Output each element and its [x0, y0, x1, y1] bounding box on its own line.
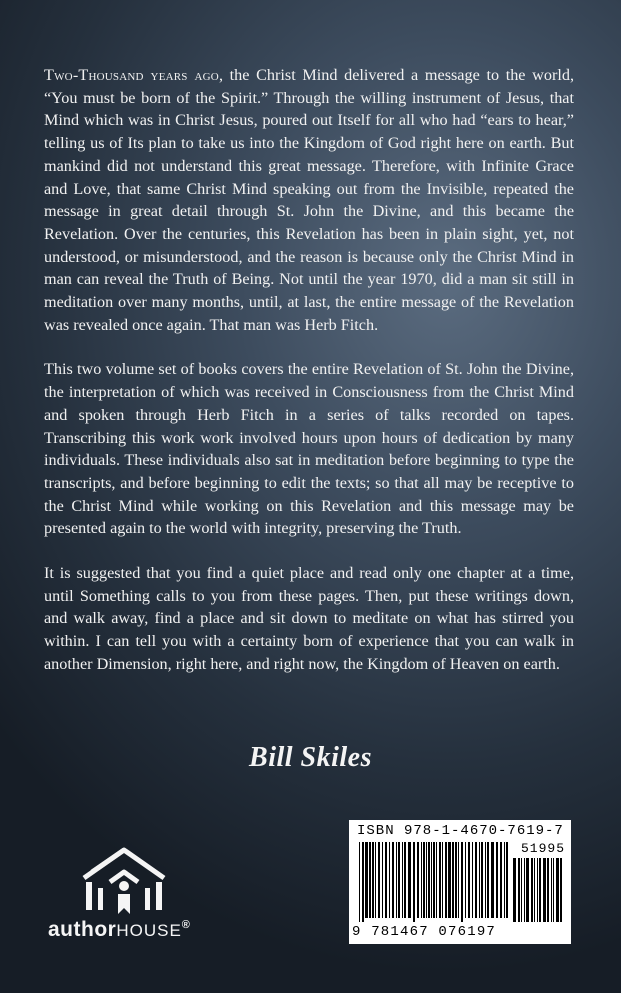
isbn-text: ISBN 978-1-4670-7619-7: [357, 823, 564, 839]
barcode-bar: [534, 858, 535, 922]
barcode-bar: [461, 842, 463, 922]
barcode-bar: [500, 842, 502, 918]
barcode-bar: [553, 858, 554, 922]
barcode-bar: [458, 842, 459, 918]
barcode-bar: [442, 842, 443, 918]
ean-digits: 9 781467 076197: [352, 924, 497, 940]
barcode-bar: [496, 842, 498, 918]
ean-barcode-bars: [359, 842, 509, 922]
barcode-bar: [475, 842, 477, 918]
barcode-bar: [421, 842, 422, 918]
barcode-bar: [392, 842, 394, 918]
barcode-bar: [428, 842, 430, 918]
barcode-bar: [551, 858, 552, 922]
barcode-bar: [485, 842, 486, 918]
barcode-bar: [417, 842, 419, 918]
barcode-bar: [389, 842, 390, 918]
barcode-bar: [472, 842, 473, 918]
barcode-bar: [402, 842, 403, 918]
cover-blurb: [44, 64, 574, 698]
barcode-bar: [375, 842, 376, 918]
barcode-bar: [524, 858, 525, 922]
price-addon-bars: [513, 858, 565, 922]
blurb-paragraph-3: It is suggested that you find a quiet place and read only one chapter at a time, until Something calls to you from these pages. Then, put these writings down, and walk away, find a place and sit down to meditate on what has stirred you within. I can tell you with a certainty born of experience that you can walk in another Dimension, right here, and right now, the Kingdom of Heaven on earth.: [44, 564, 574, 673]
barcode-bar: [491, 842, 494, 918]
barcode-bar: [372, 842, 374, 918]
barcode-bar: [518, 858, 520, 922]
blurb-paragraph-2: This two volume set of books covers the entire Revelation of St. John the Divine, the interpretation of which was received in Consciousness from the Christ Mind and spoken through Herb Fitch in a series of talks recorded on tapes. Transcribing this work work involved hours upon hours of dedication by many individuals. These individuals also sat in meditation before beginning to type the transcripts, and before beginning to edit the texts; so that all may be receptive to the Christ Mind while working on this Revelation and this message may be presented again to the world with integrity, preserving the Truth.: [44, 360, 574, 538]
barcode-bar: [481, 842, 483, 918]
barcode-bar: [504, 842, 505, 918]
barcode-bar: [378, 842, 380, 918]
barcode-bar: [455, 842, 457, 918]
barcode-bar: [369, 842, 371, 918]
author-signature: Bill Skiles: [249, 742, 372, 773]
barcode-bar: [526, 858, 529, 922]
barcode-bar: [413, 842, 415, 922]
registered-mark: ®: [181, 919, 191, 931]
barcode-bar: [439, 842, 441, 918]
barcode-bar: [433, 842, 435, 918]
blurb-paragraph-1: [44, 64, 574, 336]
price-code: 51995: [520, 841, 565, 856]
barcode-bar: [448, 842, 451, 918]
barcode-bar: [539, 858, 541, 922]
publisher-name-suffix: HOUSE: [116, 921, 182, 940]
barcode-bar: [465, 842, 466, 918]
publisher-name: [48, 918, 228, 942]
barcode-bar: [382, 842, 383, 918]
barcode-bar: [359, 842, 360, 922]
barcode-bar: [468, 842, 470, 918]
publisher-logo: [48, 842, 228, 952]
publisher-name-prefix: author: [48, 918, 117, 941]
barcode-bar: [396, 842, 397, 918]
barcode-bar: [521, 858, 522, 922]
barcode-bar: [452, 842, 454, 918]
barcode-bar: [445, 842, 447, 918]
barcode-bar: [543, 858, 546, 922]
blurb-lead-in: Two-Thousand years ago: [44, 66, 219, 84]
barcode-bar: [408, 842, 411, 918]
barcode-bar: [531, 858, 533, 922]
barcode-bar: [436, 842, 437, 918]
blurb-paragraph-1-text: , the Christ Mind delivered a message to the world, “You must be born of the Spirit.” Through the willing instrument of Jesus, that Mind which was in Christ Jesus, poured out Itself for all who had “ears to hear,” telling us of Its plan to take us into the Kingdom of God right here on earth. But mankind did not understand this great message. Therefore, with Infinite Grace and Love, that same Christ Mind speaking out from the Invisible, repeated the message in great detail through St. John the Divine, and this became the Revelation. Over the centuries, this Revelation has been in plain sight, yet, not understood, or misunderstood, and the reason is because only the Christ Mind in man can reveal the Truth of Being. Not until the year 1970, did a man sit still in meditation over many months, until, at last, the entire message of the Revelation was revealed once again. That man was Herb Fitch.: [44, 66, 574, 334]
barcode-bar: [547, 858, 549, 922]
barcode-bar: [423, 842, 425, 918]
barcode-bar: [513, 858, 516, 922]
barcode-bar: [365, 842, 368, 918]
barcode-bar: [560, 858, 562, 922]
barcode-bar: [431, 842, 432, 918]
barcode-bar: [404, 842, 406, 918]
barcode-bar: [556, 858, 559, 922]
house-book-logo-icon: [78, 842, 170, 914]
barcode-bar: [479, 842, 480, 918]
barcode-bar: [506, 842, 508, 918]
barcode-bar: [398, 842, 400, 918]
barcode-bar: [537, 858, 538, 922]
isbn-barcode: [349, 820, 571, 944]
barcode-bar: [385, 842, 387, 918]
barcode-bar: [487, 842, 489, 918]
barcode-bar: [362, 842, 364, 922]
barcode-bar: [426, 842, 427, 918]
